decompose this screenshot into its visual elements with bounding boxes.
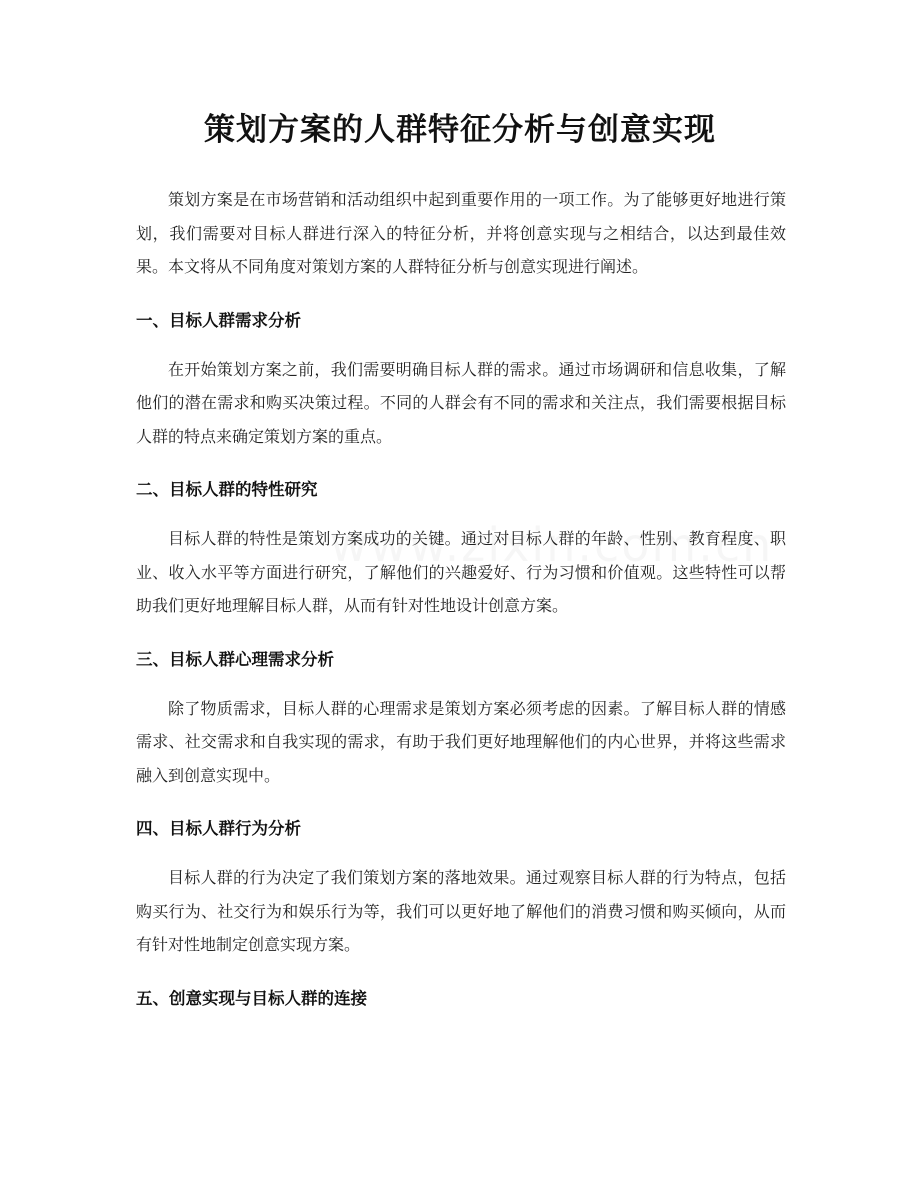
- document-title: 策划方案的人群特征分析与创意实现: [204, 112, 716, 148]
- section-body-2: 目标人群的特性是策划方案成功的关键。通过对目标人群的年龄、性别、教育程度、职业、收入水平等方面进行研究，了解他们的兴趣爱好、行为习惯和价值观。这些特性可以帮助我们更好地理解目标人群，从而有针对性地设计创意方案。: [136, 529, 786, 615]
- section-body-4: 目标人群的行为决定了我们策划方案的落地效果。通过观察目标人群的行为特点，包括购买行为、社交行为和娱乐行为等，我们可以更好地了解他们的消费习惯和购买倾向，从而有针对性地制定创意实现方案。: [136, 868, 786, 954]
- section-heading-1: 一、目标人群需求分析: [136, 310, 301, 330]
- section-heading-4: 四、目标人群行为分析: [136, 819, 301, 838]
- section-body-1: 在开始策划方案之前，我们需要明确目标人群的需求。通过市场调研和信息收集，了解他们的潜在需求和购买决策过程。不同的人群会有不同的需求和关注点，我们需要根据目标人群的特点来确定策划方案的重点。: [136, 359, 786, 446]
- document-body: [136, 183, 786, 1011]
- section-heading-5: 五、创意实现与目标人群的连接: [136, 988, 367, 1008]
- section-heading-3: 三、目标人群心理需求分析: [136, 649, 334, 669]
- section-heading-2: 二、目标人群的特性研究: [136, 480, 318, 499]
- intro-paragraph: 策划方案是在市场营销和活动组织中起到重要作用的一项工作。为了能够更好地进行策划，我们需要对目标人群进行深入的特征分析，并将创意实现与之相结合，以达到最佳效果。本文将从不同角度对策划方案的人群特征分析与创意实现进行阐述。: [136, 190, 786, 276]
- section-body-3: 除了物质需求，目标人群的心理需求是策划方案必须考虑的因素。了解目标人群的情感需求、社交需求和自我实现的需求，有助于我们更好地理解他们的内心世界，并将这些需求融入到创意实现中。: [136, 698, 786, 785]
